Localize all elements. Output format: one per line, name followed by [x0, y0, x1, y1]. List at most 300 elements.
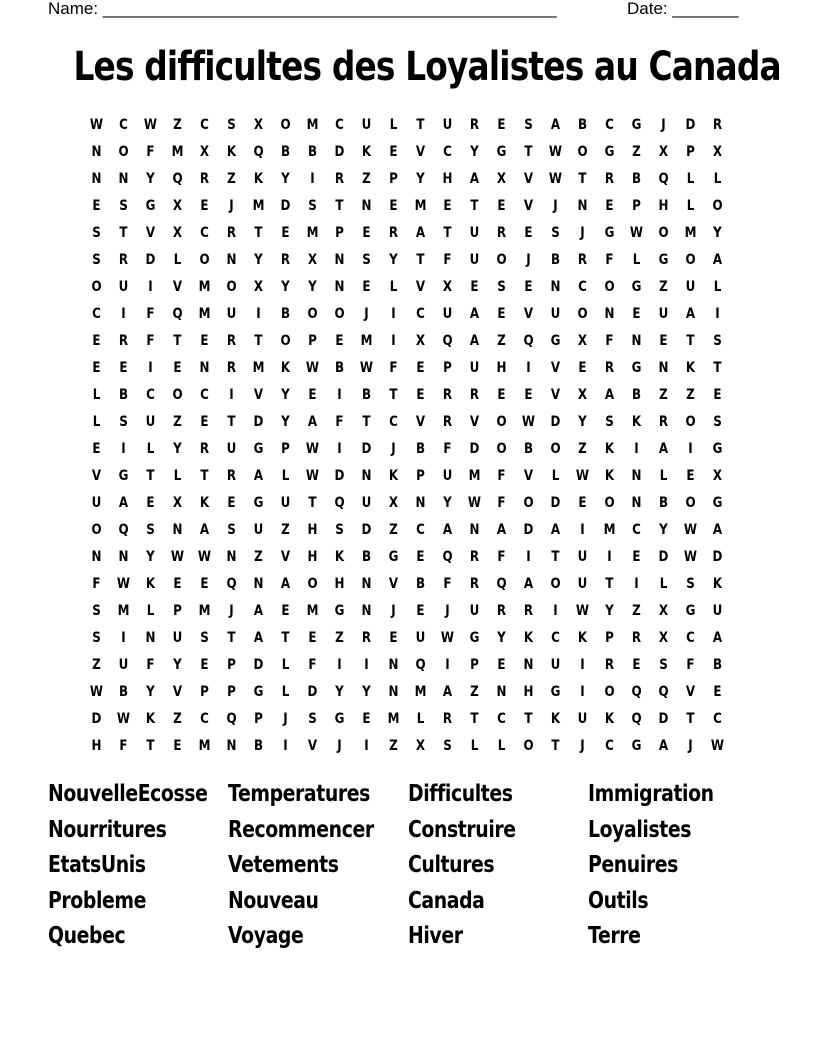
- grid-letter[interactable]: O: [577, 144, 588, 160]
- grid-letter[interactable]: U: [469, 360, 480, 376]
- grid-letter[interactable]: R: [577, 252, 588, 268]
- grid-letter[interactable]: M: [306, 225, 319, 241]
- grid-letter[interactable]: U: [469, 603, 480, 619]
- grid-letter[interactable]: R: [496, 603, 507, 619]
- grid-letter[interactable]: D: [253, 414, 264, 430]
- grid-letter[interactable]: G: [604, 144, 615, 160]
- grid-letter[interactable]: V: [172, 279, 183, 295]
- grid-letter[interactable]: I: [337, 441, 342, 457]
- grid-letter[interactable]: D: [145, 252, 156, 268]
- grid-letter[interactable]: I: [337, 657, 342, 673]
- grid-letter[interactable]: M: [252, 198, 265, 214]
- grid-letter[interactable]: K: [631, 414, 642, 430]
- grid-letter[interactable]: M: [387, 711, 400, 727]
- grid-letter[interactable]: S: [659, 657, 668, 673]
- grid-letter[interactable]: A: [442, 522, 453, 538]
- grid-letter[interactable]: D: [658, 711, 669, 727]
- grid-letter[interactable]: A: [442, 684, 453, 700]
- grid-letter[interactable]: X: [172, 495, 183, 511]
- grid-letter[interactable]: U: [442, 117, 453, 133]
- grid-letter[interactable]: U: [685, 279, 696, 295]
- grid-letter[interactable]: N: [118, 171, 129, 187]
- grid-letter[interactable]: M: [603, 522, 616, 538]
- grid-letter[interactable]: L: [632, 252, 641, 268]
- grid-letter[interactable]: Y: [659, 522, 668, 538]
- grid-letter[interactable]: B: [253, 738, 264, 754]
- grid-letter[interactable]: F: [497, 549, 506, 565]
- grid-letter[interactable]: V: [469, 414, 480, 430]
- grid-letter[interactable]: B: [415, 576, 426, 592]
- grid-letter[interactable]: A: [658, 738, 669, 754]
- grid-letter[interactable]: T: [281, 630, 290, 646]
- grid-letter[interactable]: X: [253, 279, 264, 295]
- grid-letter[interactable]: E: [578, 495, 587, 511]
- grid-letter[interactable]: E: [389, 630, 398, 646]
- grid-letter[interactable]: F: [146, 144, 155, 160]
- grid-letter[interactable]: A: [469, 171, 480, 187]
- grid-letter[interactable]: X: [442, 279, 453, 295]
- grid-letter[interactable]: T: [227, 630, 236, 646]
- grid-letter[interactable]: Q: [118, 522, 129, 538]
- grid-letter[interactable]: Y: [281, 387, 290, 403]
- grid-letter[interactable]: B: [631, 171, 642, 187]
- grid-letter[interactable]: A: [253, 468, 264, 484]
- grid-letter[interactable]: N: [415, 495, 426, 511]
- grid-letter[interactable]: S: [92, 225, 101, 241]
- grid-letter[interactable]: R: [226, 360, 237, 376]
- grid-letter[interactable]: B: [712, 657, 723, 673]
- grid-letter[interactable]: B: [658, 495, 669, 511]
- grid-letter[interactable]: S: [713, 333, 722, 349]
- grid-letter[interactable]: N: [118, 549, 129, 565]
- grid-letter[interactable]: A: [496, 522, 507, 538]
- grid-letter[interactable]: Q: [172, 171, 183, 187]
- grid-letter[interactable]: X: [496, 171, 507, 187]
- grid-letter[interactable]: W: [575, 468, 590, 484]
- grid-letter[interactable]: E: [497, 198, 506, 214]
- grid-letter[interactable]: E: [308, 387, 317, 403]
- grid-letter[interactable]: F: [443, 252, 452, 268]
- grid-letter[interactable]: J: [688, 738, 693, 754]
- grid-letter[interactable]: N: [631, 468, 642, 484]
- grid-letter[interactable]: V: [523, 306, 534, 322]
- grid-letter[interactable]: W: [467, 495, 482, 511]
- grid-letter[interactable]: R: [388, 225, 399, 241]
- grid-letter[interactable]: D: [550, 414, 561, 430]
- grid-letter[interactable]: T: [470, 198, 479, 214]
- grid-letter[interactable]: L: [173, 252, 182, 268]
- grid-letter[interactable]: W: [197, 549, 212, 565]
- grid-letter[interactable]: Z: [632, 144, 641, 160]
- grid-letter[interactable]: N: [577, 198, 588, 214]
- grid-letter[interactable]: T: [551, 549, 560, 565]
- grid-letter[interactable]: E: [92, 198, 101, 214]
- grid-letter[interactable]: T: [119, 225, 128, 241]
- grid-letter[interactable]: O: [496, 252, 507, 268]
- grid-letter[interactable]: L: [686, 198, 695, 214]
- grid-letter[interactable]: C: [200, 711, 209, 727]
- grid-letter[interactable]: B: [361, 387, 372, 403]
- grid-letter[interactable]: A: [469, 306, 480, 322]
- grid-letter[interactable]: I: [121, 630, 126, 646]
- grid-letter[interactable]: L: [470, 738, 479, 754]
- grid-letter[interactable]: T: [173, 333, 182, 349]
- grid-letter[interactable]: L: [389, 117, 398, 133]
- grid-letter[interactable]: U: [118, 279, 129, 295]
- grid-letter[interactable]: E: [362, 279, 371, 295]
- grid-letter[interactable]: L: [659, 576, 668, 592]
- grid-letter[interactable]: E: [281, 225, 290, 241]
- grid-letter[interactable]: K: [604, 468, 615, 484]
- grid-letter[interactable]: Y: [713, 225, 722, 241]
- grid-letter[interactable]: V: [415, 144, 426, 160]
- grid-letter[interactable]: Y: [470, 144, 479, 160]
- grid-letter[interactable]: T: [362, 414, 371, 430]
- grid-letter[interactable]: O: [280, 117, 291, 133]
- grid-letter[interactable]: O: [307, 306, 318, 322]
- grid-letter[interactable]: J: [661, 117, 666, 133]
- grid-letter[interactable]: R: [226, 333, 237, 349]
- grid-letter[interactable]: M: [198, 738, 211, 754]
- grid-letter[interactable]: E: [362, 711, 371, 727]
- grid-letter[interactable]: L: [659, 468, 668, 484]
- grid-letter[interactable]: A: [550, 522, 561, 538]
- grid-letter[interactable]: G: [550, 684, 561, 700]
- grid-letter[interactable]: W: [116, 576, 131, 592]
- grid-letter[interactable]: K: [550, 711, 561, 727]
- grid-letter[interactable]: I: [148, 279, 153, 295]
- grid-letter[interactable]: D: [307, 684, 318, 700]
- grid-letter[interactable]: S: [497, 279, 506, 295]
- grid-letter[interactable]: L: [146, 441, 155, 457]
- grid-letter[interactable]: M: [171, 144, 184, 160]
- grid-letter[interactable]: C: [578, 279, 587, 295]
- grid-letter[interactable]: E: [524, 387, 533, 403]
- grid-letter[interactable]: Z: [578, 441, 587, 457]
- grid-letter[interactable]: X: [658, 144, 669, 160]
- grid-letter[interactable]: R: [469, 576, 480, 592]
- grid-letter[interactable]: K: [145, 711, 156, 727]
- grid-letter[interactable]: O: [604, 495, 615, 511]
- grid-letter[interactable]: E: [497, 657, 506, 673]
- grid-letter[interactable]: O: [226, 279, 237, 295]
- grid-letter[interactable]: P: [200, 684, 209, 700]
- grid-letter[interactable]: O: [172, 387, 183, 403]
- grid-letter[interactable]: S: [308, 711, 317, 727]
- grid-letter[interactable]: T: [254, 333, 263, 349]
- grid-letter[interactable]: G: [712, 495, 723, 511]
- grid-letter[interactable]: E: [119, 360, 128, 376]
- grid-letter[interactable]: N: [361, 468, 372, 484]
- grid-letter[interactable]: S: [92, 603, 101, 619]
- grid-letter[interactable]: H: [334, 576, 345, 592]
- grid-letter[interactable]: U: [118, 657, 129, 673]
- grid-letter[interactable]: I: [634, 441, 639, 457]
- grid-letter[interactable]: Q: [415, 657, 426, 673]
- grid-letter[interactable]: L: [146, 603, 155, 619]
- grid-letter[interactable]: X: [172, 225, 183, 241]
- grid-letter[interactable]: K: [577, 630, 588, 646]
- grid-letter[interactable]: Y: [497, 630, 506, 646]
- grid-letter[interactable]: O: [523, 738, 534, 754]
- grid-letter[interactable]: J: [229, 198, 234, 214]
- grid-letter[interactable]: S: [686, 576, 695, 592]
- grid-letter[interactable]: N: [334, 252, 345, 268]
- grid-letter[interactable]: N: [91, 549, 102, 565]
- grid-letter[interactable]: A: [712, 522, 723, 538]
- grid-letter[interactable]: W: [359, 360, 374, 376]
- grid-letter[interactable]: S: [524, 117, 533, 133]
- grid-letter[interactable]: U: [469, 225, 480, 241]
- grid-letter[interactable]: U: [415, 630, 426, 646]
- grid-letter[interactable]: Y: [578, 414, 587, 430]
- grid-letter[interactable]: P: [416, 468, 425, 484]
- grid-letter[interactable]: E: [200, 414, 209, 430]
- grid-letter[interactable]: Q: [496, 576, 507, 592]
- grid-letter[interactable]: P: [227, 657, 236, 673]
- grid-letter[interactable]: C: [632, 522, 641, 538]
- grid-letter[interactable]: D: [658, 549, 669, 565]
- grid-letter[interactable]: Y: [443, 495, 452, 511]
- grid-letter[interactable]: E: [578, 360, 587, 376]
- grid-letter[interactable]: S: [443, 738, 452, 754]
- grid-letter[interactable]: G: [550, 333, 561, 349]
- grid-letter[interactable]: I: [715, 306, 720, 322]
- grid-letter[interactable]: K: [712, 576, 723, 592]
- grid-letter[interactable]: I: [121, 306, 126, 322]
- grid-letter[interactable]: Y: [173, 441, 182, 457]
- grid-letter[interactable]: W: [305, 360, 320, 376]
- grid-letter[interactable]: X: [415, 333, 426, 349]
- grid-letter[interactable]: U: [172, 630, 183, 646]
- grid-letter[interactable]: U: [361, 117, 372, 133]
- grid-letter[interactable]: M: [414, 198, 427, 214]
- grid-letter[interactable]: B: [631, 387, 642, 403]
- grid-letter[interactable]: P: [443, 360, 452, 376]
- grid-letter[interactable]: C: [686, 630, 695, 646]
- grid-letter[interactable]: G: [604, 225, 615, 241]
- grid-letter[interactable]: A: [685, 306, 696, 322]
- grid-letter[interactable]: E: [497, 387, 506, 403]
- grid-letter[interactable]: F: [605, 252, 614, 268]
- grid-letter[interactable]: U: [145, 414, 156, 430]
- grid-letter[interactable]: W: [440, 630, 455, 646]
- grid-letter[interactable]: G: [253, 684, 264, 700]
- grid-letter[interactable]: V: [91, 468, 102, 484]
- grid-letter[interactable]: T: [335, 198, 344, 214]
- grid-letter[interactable]: F: [443, 441, 452, 457]
- grid-letter[interactable]: Y: [335, 684, 344, 700]
- grid-letter[interactable]: M: [468, 468, 481, 484]
- grid-letter[interactable]: Q: [334, 495, 345, 511]
- grid-letter[interactable]: I: [283, 738, 288, 754]
- grid-letter[interactable]: E: [173, 738, 182, 754]
- grid-letter[interactable]: I: [580, 657, 585, 673]
- grid-letter[interactable]: N: [253, 576, 264, 592]
- grid-letter[interactable]: E: [362, 225, 371, 241]
- grid-letter[interactable]: L: [92, 387, 101, 403]
- grid-letter[interactable]: X: [712, 144, 723, 160]
- grid-letter[interactable]: G: [253, 495, 264, 511]
- grid-letter[interactable]: K: [226, 144, 237, 160]
- grid-letter[interactable]: Y: [146, 171, 155, 187]
- grid-letter[interactable]: M: [306, 603, 319, 619]
- grid-letter[interactable]: T: [227, 414, 236, 430]
- grid-letter[interactable]: E: [470, 279, 479, 295]
- grid-letter[interactable]: U: [226, 306, 237, 322]
- grid-letter[interactable]: P: [605, 630, 614, 646]
- grid-letter[interactable]: E: [416, 603, 425, 619]
- grid-letter[interactable]: V: [145, 225, 156, 241]
- grid-letter[interactable]: Z: [173, 711, 182, 727]
- grid-letter[interactable]: E: [173, 360, 182, 376]
- grid-letter[interactable]: Y: [281, 279, 290, 295]
- grid-letter[interactable]: Z: [173, 117, 182, 133]
- grid-letter[interactable]: K: [253, 171, 264, 187]
- grid-letter[interactable]: Q: [442, 333, 453, 349]
- grid-letter[interactable]: K: [604, 441, 615, 457]
- name-field[interactable]: Name: ________________________________________________: [48, 0, 557, 18]
- grid-letter[interactable]: W: [89, 117, 104, 133]
- grid-letter[interactable]: W: [143, 117, 158, 133]
- grid-letter[interactable]: C: [713, 711, 722, 727]
- grid-letter[interactable]: W: [89, 684, 104, 700]
- grid-letter[interactable]: Z: [227, 171, 236, 187]
- grid-letter[interactable]: U: [550, 306, 561, 322]
- grid-letter[interactable]: I: [607, 549, 612, 565]
- grid-letter[interactable]: J: [526, 252, 531, 268]
- grid-letter[interactable]: N: [361, 576, 372, 592]
- grid-letter[interactable]: D: [550, 495, 561, 511]
- grid-letter[interactable]: C: [443, 144, 452, 160]
- grid-letter[interactable]: N: [631, 495, 642, 511]
- grid-letter[interactable]: L: [389, 279, 398, 295]
- grid-letter[interactable]: N: [388, 657, 399, 673]
- grid-letter[interactable]: R: [658, 414, 669, 430]
- grid-letter[interactable]: A: [253, 603, 264, 619]
- grid-letter[interactable]: Q: [658, 171, 669, 187]
- grid-letter[interactable]: V: [523, 198, 534, 214]
- grid-letter[interactable]: M: [684, 225, 697, 241]
- grid-letter[interactable]: J: [445, 603, 450, 619]
- grid-letter[interactable]: X: [253, 117, 264, 133]
- grid-letter[interactable]: Y: [173, 657, 182, 673]
- grid-letter[interactable]: D: [361, 522, 372, 538]
- grid-letter[interactable]: K: [523, 630, 534, 646]
- grid-letter[interactable]: X: [199, 144, 210, 160]
- grid-letter[interactable]: K: [334, 549, 345, 565]
- grid-letter[interactable]: P: [281, 441, 290, 457]
- grid-letter[interactable]: T: [524, 711, 533, 727]
- grid-letter[interactable]: N: [91, 144, 102, 160]
- grid-letter[interactable]: Y: [146, 684, 155, 700]
- grid-letter[interactable]: V: [523, 468, 534, 484]
- grid-letter[interactable]: I: [391, 306, 396, 322]
- grid-letter[interactable]: I: [526, 549, 531, 565]
- grid-letter[interactable]: B: [280, 144, 291, 160]
- grid-letter[interactable]: A: [550, 117, 561, 133]
- grid-letter[interactable]: M: [198, 603, 211, 619]
- grid-letter[interactable]: J: [229, 603, 234, 619]
- grid-letter[interactable]: C: [92, 306, 101, 322]
- grid-letter[interactable]: O: [658, 225, 669, 241]
- grid-letter[interactable]: E: [200, 198, 209, 214]
- grid-letter[interactable]: U: [469, 252, 480, 268]
- grid-letter[interactable]: R: [496, 225, 507, 241]
- grid-letter[interactable]: W: [305, 441, 320, 457]
- grid-letter[interactable]: E: [173, 576, 182, 592]
- grid-letter[interactable]: G: [658, 252, 669, 268]
- grid-letter[interactable]: E: [200, 576, 209, 592]
- grid-letter[interactable]: U: [253, 522, 264, 538]
- grid-letter[interactable]: O: [685, 495, 696, 511]
- grid-letter[interactable]: A: [307, 414, 318, 430]
- grid-letter[interactable]: O: [712, 198, 723, 214]
- grid-letter[interactable]: S: [146, 522, 155, 538]
- grid-letter[interactable]: T: [389, 387, 398, 403]
- grid-letter[interactable]: Z: [173, 414, 182, 430]
- grid-letter[interactable]: W: [116, 711, 131, 727]
- grid-letter[interactable]: A: [469, 333, 480, 349]
- grid-letter[interactable]: K: [388, 468, 399, 484]
- grid-letter[interactable]: R: [469, 549, 480, 565]
- grid-letter[interactable]: T: [443, 225, 452, 241]
- grid-letter[interactable]: O: [523, 495, 534, 511]
- grid-letter[interactable]: N: [172, 522, 183, 538]
- grid-letter[interactable]: B: [118, 684, 129, 700]
- grid-letter[interactable]: R: [442, 711, 453, 727]
- grid-letter[interactable]: S: [227, 522, 236, 538]
- grid-letter[interactable]: O: [577, 306, 588, 322]
- grid-letter[interactable]: Q: [658, 684, 669, 700]
- grid-letter[interactable]: N: [226, 252, 237, 268]
- grid-letter[interactable]: L: [713, 171, 722, 187]
- grid-letter[interactable]: R: [199, 171, 210, 187]
- grid-letter[interactable]: U: [577, 576, 588, 592]
- grid-letter[interactable]: F: [605, 333, 614, 349]
- grid-letter[interactable]: S: [119, 414, 128, 430]
- grid-letter[interactable]: G: [334, 711, 345, 727]
- grid-letter[interactable]: J: [283, 711, 288, 727]
- grid-letter[interactable]: E: [524, 279, 533, 295]
- grid-letter[interactable]: D: [280, 198, 291, 214]
- grid-letter[interactable]: U: [712, 603, 723, 619]
- grid-letter[interactable]: R: [442, 414, 453, 430]
- grid-letter[interactable]: J: [580, 225, 585, 241]
- grid-letter[interactable]: L: [281, 468, 290, 484]
- grid-letter[interactable]: M: [198, 279, 211, 295]
- grid-letter[interactable]: O: [685, 414, 696, 430]
- grid-letter[interactable]: C: [497, 711, 506, 727]
- grid-letter[interactable]: U: [280, 495, 291, 511]
- grid-letter[interactable]: G: [631, 117, 642, 133]
- grid-letter[interactable]: T: [551, 738, 560, 754]
- grid-letter[interactable]: G: [685, 603, 696, 619]
- grid-letter[interactable]: T: [713, 360, 722, 376]
- grid-letter[interactable]: Z: [470, 684, 479, 700]
- grid-letter[interactable]: F: [146, 657, 155, 673]
- grid-letter[interactable]: G: [631, 360, 642, 376]
- grid-letter[interactable]: F: [92, 576, 101, 592]
- grid-letter[interactable]: E: [524, 225, 533, 241]
- grid-letter[interactable]: E: [659, 333, 668, 349]
- grid-letter[interactable]: M: [360, 333, 373, 349]
- grid-letter[interactable]: T: [416, 117, 425, 133]
- grid-letter[interactable]: X: [577, 333, 588, 349]
- grid-letter[interactable]: E: [632, 549, 641, 565]
- grid-letter[interactable]: W: [548, 171, 563, 187]
- grid-letter[interactable]: N: [658, 360, 669, 376]
